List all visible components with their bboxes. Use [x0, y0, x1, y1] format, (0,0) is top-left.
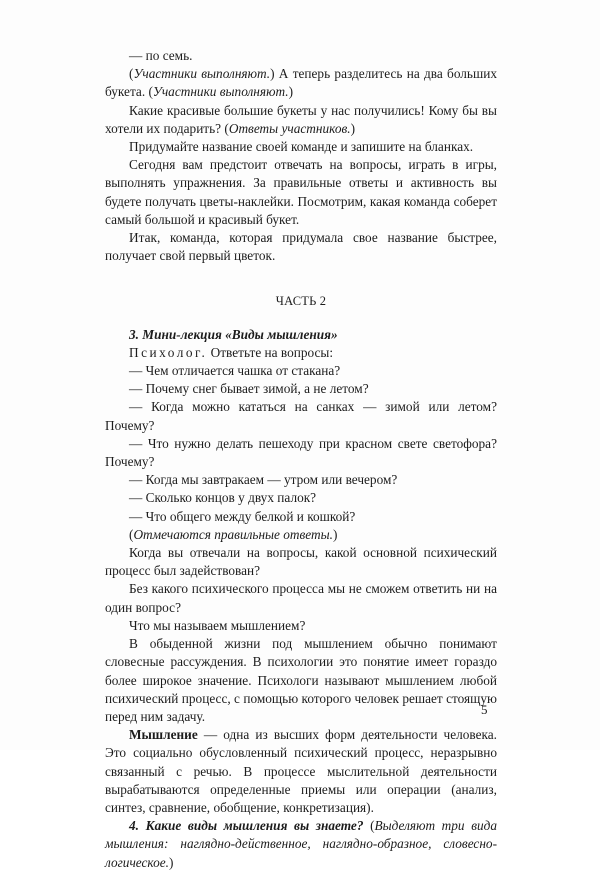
term-bold: Мышление	[129, 727, 198, 743]
question-line: — Чем отличается чашка от стакана?	[129, 363, 341, 379]
paragraph-text: Придумайте название своей команде и запишите на бланках.	[129, 139, 474, 155]
paragraph-text: Сегодня вам предстоит отвечать на вопросы, играть в игры, выполнять упражнения. За правильные ответы и активность вы будете получать цветы-наклейки. Посмотрим, какая команда соберет самый большой и красивый букет.	[105, 157, 497, 227]
paragraph	[105, 726, 497, 817]
paragraph	[105, 138, 497, 156]
stage-direction: Участники выполняют.	[133, 66, 271, 82]
question-line: — Когда можно кататься на санках — зимой или летом? Почему?	[105, 399, 497, 433]
paragraph: Какие красивые большие букеты у нас получились! Кому бы вы хотели их подарить? (Ответы участников.)	[105, 102, 497, 136]
paragraph: (Отмечаются правильные ответы.)	[129, 526, 338, 542]
question-line: — Когда мы завтракаем — утром или вечером?	[129, 472, 398, 488]
question-line: — Почему снег бывает зимой, а не летом?	[129, 381, 369, 397]
stage-direction: Участники выполняют.	[152, 84, 289, 100]
paragraph: Что мы называем мышлением?	[129, 617, 306, 633]
question-line: — Что общего между белкой и кошкой?	[129, 508, 356, 524]
paragraph	[105, 47, 497, 65]
speaker-label: Психолог.	[129, 344, 208, 360]
question-line: — Что нужно делать пешеходу при красном свете светофора? Почему?	[105, 435, 497, 470]
section-title-text: 3. Мини-лекция «Виды мышления»	[129, 326, 338, 342]
paragraph-text: А теперь разделитесь на два больших букета. (	[105, 66, 497, 100]
question-line: — Сколько концов у двух палок?	[129, 490, 317, 506]
part-heading: ЧАСТЬ 2	[275, 294, 327, 309]
paragraph: В обыденной жизни под мышлением обычно понимают словесные рассуждения. В психологии это понятие имеет гораздо более широкое значение. Психологи называют мышлением любой психический процесс, с помощью которого человек решает стоящую перед ним задачу.	[105, 636, 497, 724]
stage-direction: Ответы участников.	[228, 120, 351, 136]
page-number: 5	[481, 702, 488, 717]
stage-direction: Выделяют три вида мышления: наглядно-действенное, наглядно-образное, словесно-логическое.	[105, 818, 497, 870]
paragraph-text: Какие красивые большие букеты у нас получились! Кому бы вы хотели их подарить? (	[105, 102, 497, 136]
section-title-text: 4. Какие виды мышления вы знаете?	[129, 818, 364, 834]
paragraph: Когда вы отвечали на вопросы, какой основной психический процесс был задействован?	[105, 545, 497, 579]
section-title: 4. Какие виды мышления вы знаете? (Выделяют три вида мышления: наглядно-действенное, наглядно-образное, словесно-логическое.)	[105, 818, 497, 870]
section-title	[105, 326, 497, 344]
paragraph-text: Ответьте на вопросы:	[207, 344, 334, 360]
page-text-block	[105, 47, 497, 872]
paragraph-text: — одна из высших форм деятельности человека. Это социально обусловленный психический процесс, неразрывно связанный с речью. В процессе мыслительной деятельности вырабатываются определенные приемы или операции (анализ, синтез, сравнение, обобщение, конкретизация).	[105, 727, 497, 815]
paragraph	[105, 229, 497, 265]
paragraph: Без какого психического процесса мы не сможем ответить ни на один вопрос?	[105, 581, 497, 615]
paragraph-text: — по семь.	[129, 48, 193, 63]
paragraph	[105, 156, 497, 229]
paragraph-text: Итак, команда, которая придумала свое название быстрее, получает свой первый цветок.	[105, 230, 497, 264]
stage-direction: Отмечаются правильные ответы.	[133, 526, 333, 542]
paragraph: (Участники выполняют.) А теперь разделитесь на два больших букета. (Участники выполняют.)	[105, 66, 497, 100]
paragraph	[105, 344, 497, 362]
